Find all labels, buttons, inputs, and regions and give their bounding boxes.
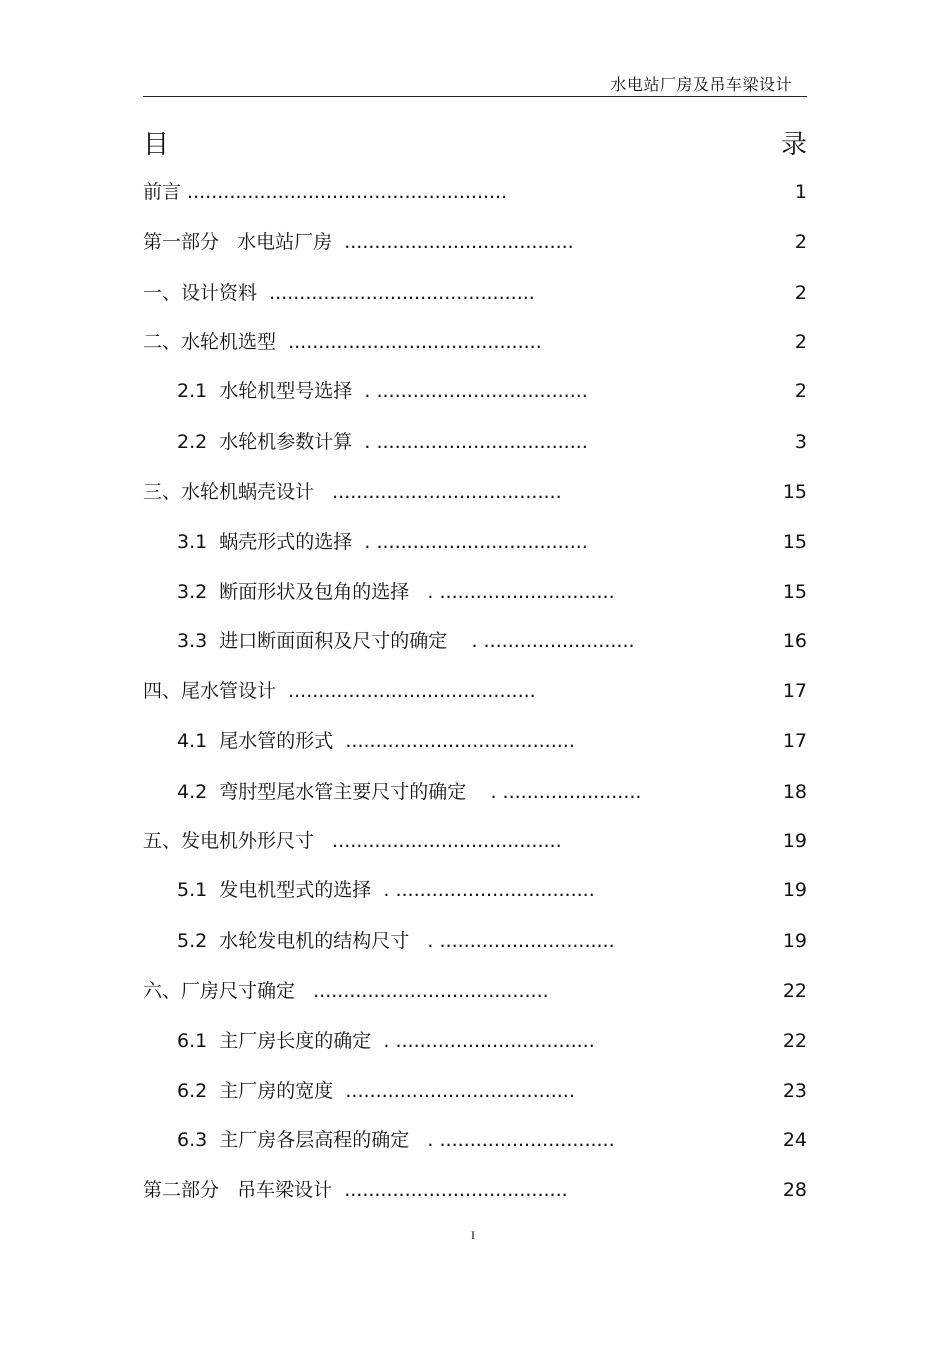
toc-entry[interactable]	[143, 977, 807, 1005]
toc-entry[interactable]	[177, 927, 807, 955]
toc-entry-text: 4.2 弯肘型尾水管主要尺寸的确定 . .......................	[177, 781, 642, 803]
toc-entry[interactable]	[143, 1176, 807, 1204]
toc-entry-text: 第二部分 吊车梁设计 .....................................	[143, 1179, 568, 1201]
toc-entry-page: 1	[794, 181, 807, 203]
toc-entry-page: 15	[782, 481, 807, 503]
toc-entry-page: 15	[782, 581, 807, 603]
toc-entry[interactable]	[177, 578, 807, 606]
toc-entry-page: 19	[782, 879, 807, 901]
toc-entry-text: 3.3 进口断面面积及尺寸的确定 . .........................	[177, 630, 635, 652]
toc-heading-left: 目	[143, 130, 170, 160]
toc-entry-page: 16	[782, 630, 807, 652]
toc-entry-page: 2	[794, 282, 807, 304]
toc-entry-page: 22	[782, 1030, 807, 1052]
toc-entry-text: 第一部分 水电站厂房 ......................................	[143, 231, 574, 253]
toc-entry-text: 五、发电机外形尺寸 ......................................	[143, 830, 562, 852]
toc-entry-text: 二、水轮机选型 ..........................................	[143, 331, 542, 353]
toc-entry[interactable]	[177, 528, 807, 556]
toc-entry-text: 四、尾水管设计 .........................................	[143, 680, 536, 702]
toc-entry-text: 5.2 水轮发电机的结构尺寸 . .............................	[177, 930, 615, 952]
toc-entry-page: 17	[782, 730, 807, 752]
toc-entry-text: 三、水轮机蜗壳设计 ......................................	[143, 481, 562, 503]
toc-entry[interactable]	[177, 778, 807, 806]
toc-entry[interactable]	[177, 377, 807, 405]
toc-entry-text: 六、厂房尺寸确定 .......................................	[143, 980, 549, 1002]
toc-entry-page: 15	[782, 531, 807, 553]
toc-entry-page: 22	[782, 980, 807, 1002]
toc-entry-page: 19	[782, 830, 807, 852]
toc-entry-text: 前言 .....................................................	[143, 181, 508, 203]
toc-entry-text: 2.1 水轮机型号选择 . ...................................	[177, 380, 588, 402]
toc-entry-page: 2	[794, 231, 807, 253]
toc-entry[interactable]	[143, 178, 807, 206]
toc-entry[interactable]	[143, 328, 807, 356]
toc-entry-text: 一、设计资料 ............................................	[143, 282, 535, 304]
toc-entry[interactable]	[177, 1077, 807, 1105]
toc-entry-text: 6.1 主厂房长度的确定 . .................................	[177, 1030, 595, 1052]
toc-entry-text: 3.1 蜗壳形式的选择 . ...................................	[177, 531, 588, 553]
toc-entry[interactable]	[177, 1027, 807, 1055]
toc-entry-page: 19	[782, 930, 807, 952]
toc-entry-page: 23	[782, 1080, 807, 1102]
toc-entry[interactable]	[143, 677, 807, 705]
toc-entry[interactable]	[143, 478, 807, 506]
toc-entry[interactable]	[177, 876, 807, 904]
toc-entry-page: 17	[782, 680, 807, 702]
toc-entry-text: 3.2 断面形状及包角的选择 . .............................	[177, 581, 615, 603]
footer-page-number: I	[471, 1228, 475, 1242]
toc-entry[interactable]	[143, 228, 807, 256]
toc-entry-page: 28	[782, 1179, 807, 1201]
toc-entry-page: 18	[782, 781, 807, 803]
toc-heading-right: 录	[780, 130, 807, 160]
toc-entry-text: 5.1 发电机型式的选择 . .................................	[177, 879, 595, 901]
toc-entry-page: 24	[782, 1129, 807, 1151]
toc-entry[interactable]	[143, 279, 807, 307]
toc-entry[interactable]	[177, 1126, 807, 1154]
toc-entry[interactable]	[143, 827, 807, 855]
toc-entry-text: 6.3 主厂房各层高程的确定 . .............................	[177, 1129, 615, 1151]
page-header-title: 水电站厂房及吊车梁设计	[610, 75, 792, 94]
toc-entry-page: 3	[794, 431, 807, 453]
toc-entry-text: 2.2 水轮机参数计算 . ...................................	[177, 431, 588, 453]
toc-entry-page: 2	[794, 380, 807, 402]
toc-entry[interactable]	[177, 727, 807, 755]
toc-entry-text: 6.2 主厂房的宽度 ......................................	[177, 1080, 575, 1102]
toc-entry-text: 4.1 尾水管的形式 ......................................	[177, 730, 575, 752]
toc-entry[interactable]	[177, 627, 807, 655]
toc-entry[interactable]	[177, 428, 807, 456]
toc-entry-page: 2	[794, 331, 807, 353]
